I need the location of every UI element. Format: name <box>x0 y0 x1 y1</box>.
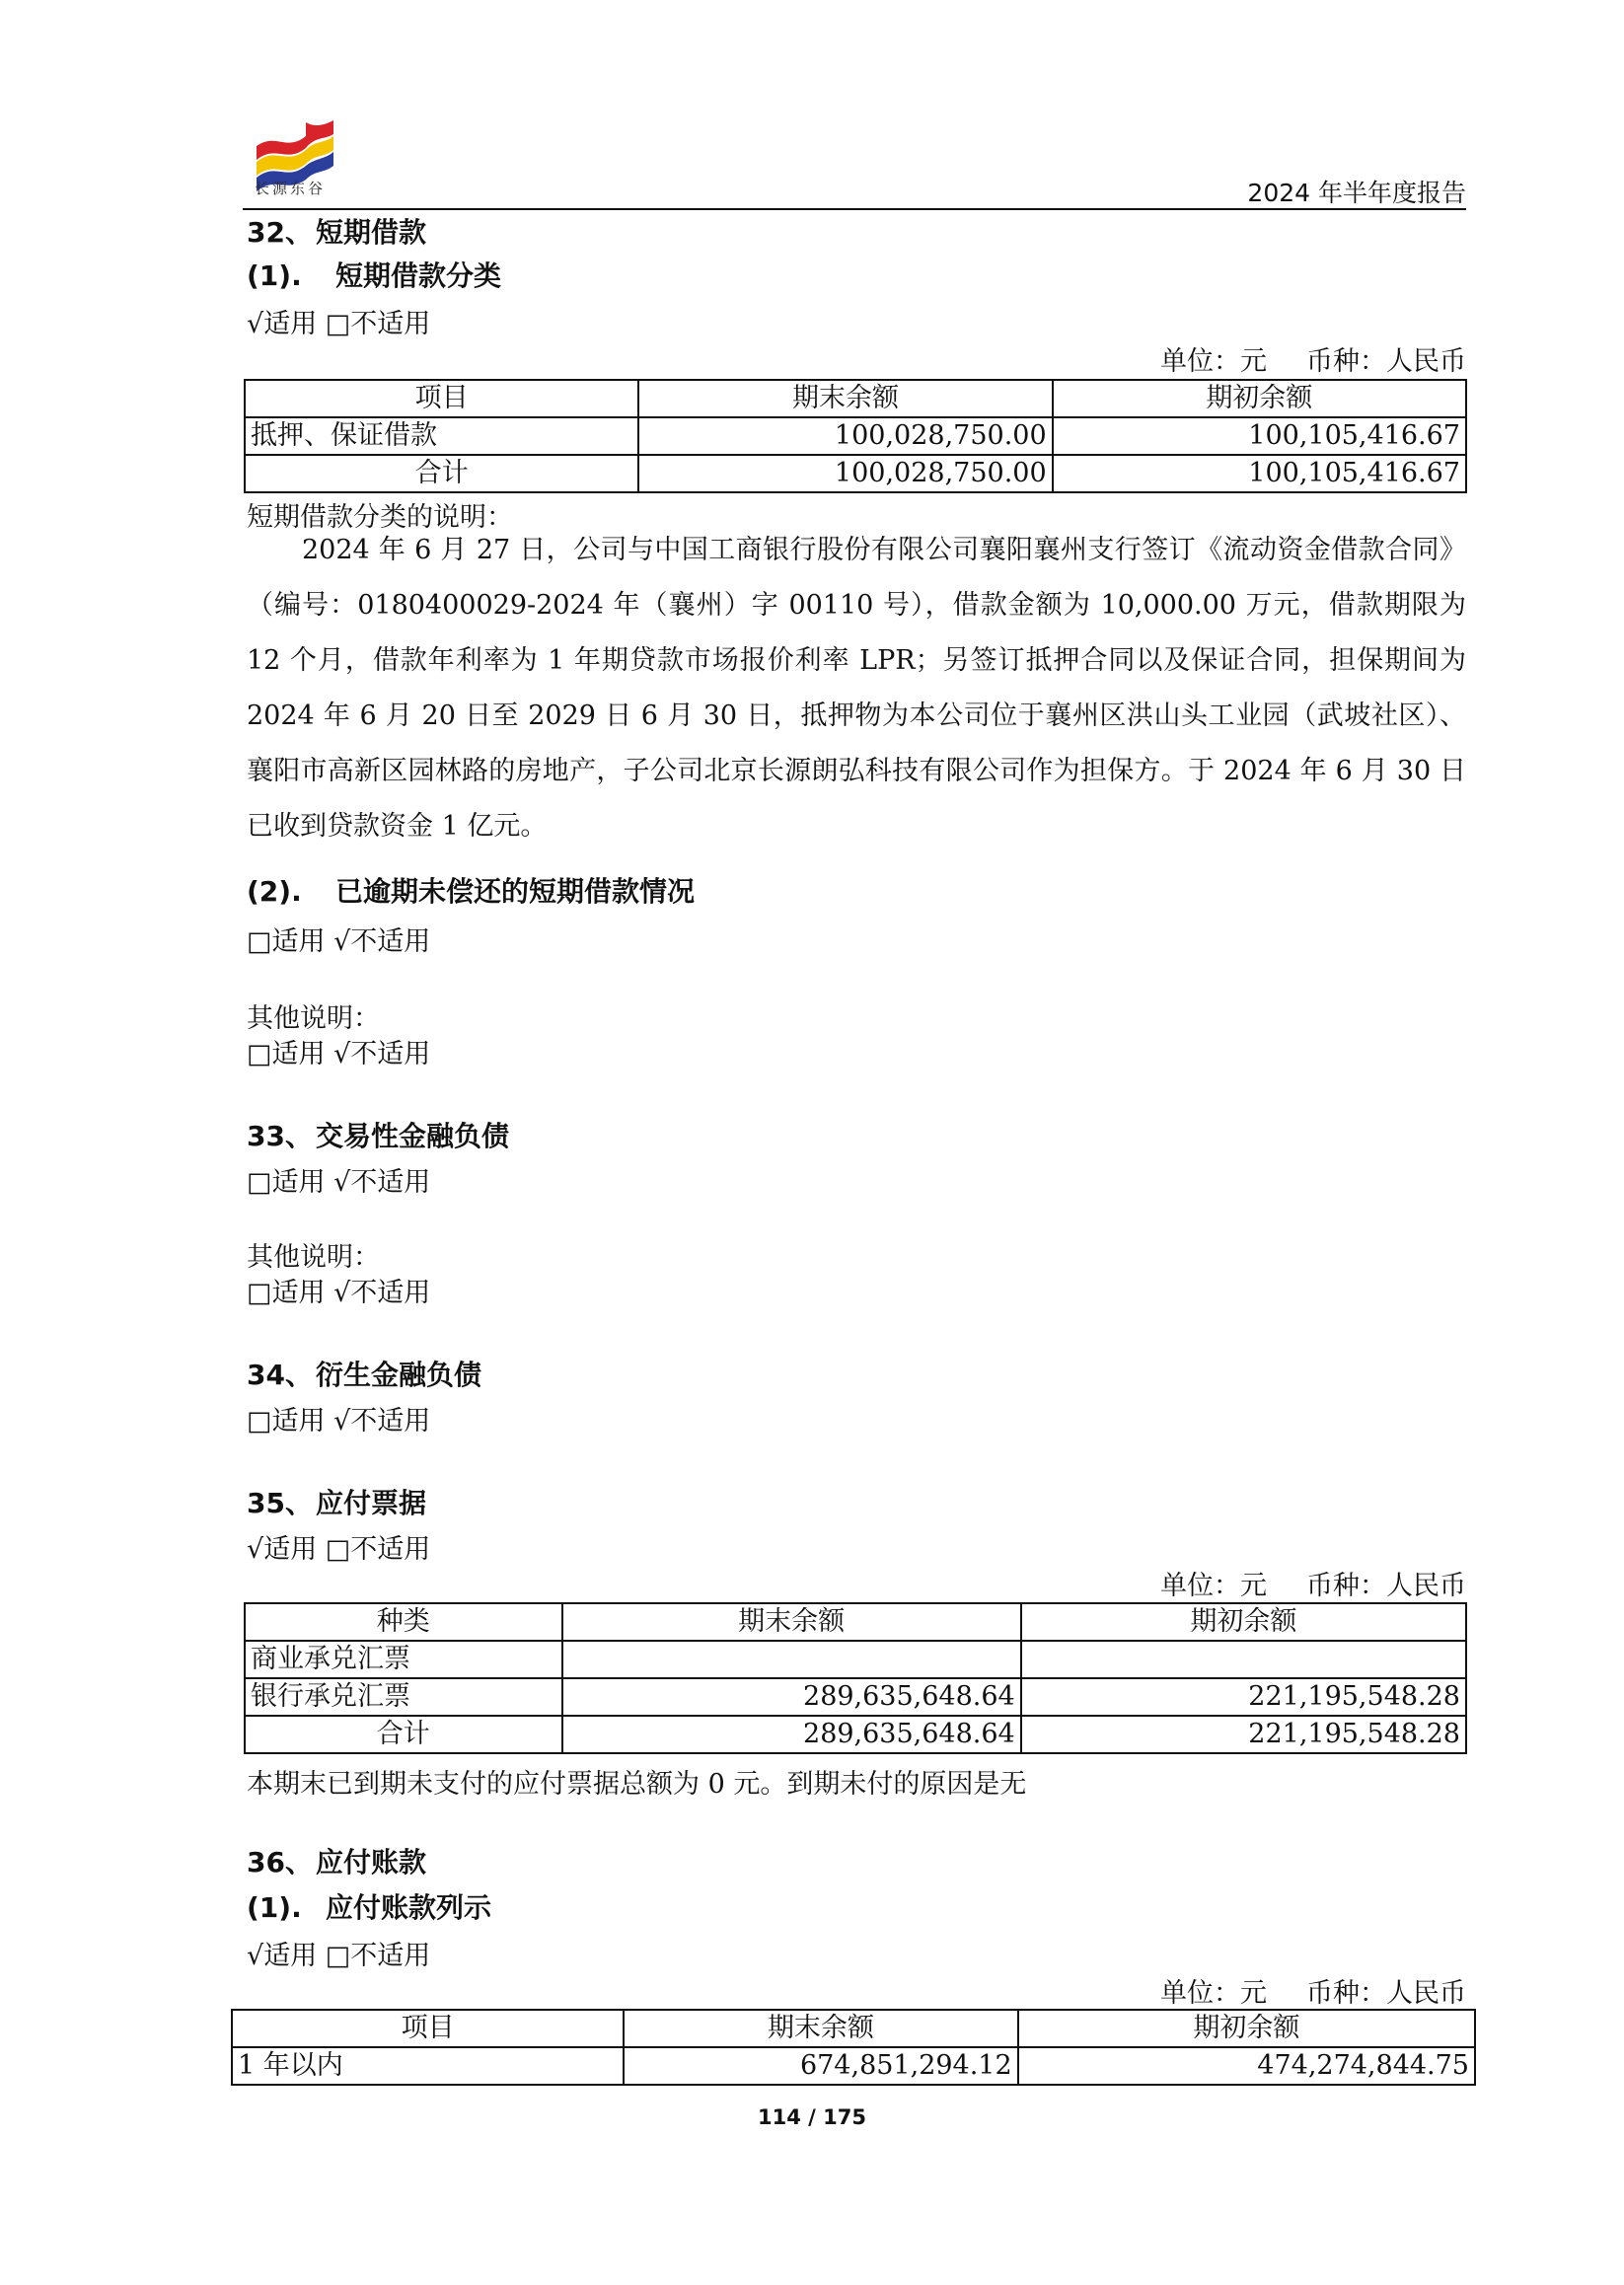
other-note-label: 其他说明： <box>247 1242 380 1273</box>
unit-currency-label: 单位：元 币种：人民币 <box>1160 346 1466 377</box>
table-cell: 抵押、保证借款 <box>245 417 638 455</box>
table-header-cell: 项目 <box>232 2010 624 2047</box>
applicable-indicator: √适用 □不适用 <box>247 1941 431 1971</box>
applicable-indicator: □适用 √不适用 <box>247 926 431 957</box>
section-35-heading: 35、 应付票据 <box>247 1487 427 1519</box>
table-cell: 100,028,750.00 <box>638 417 1052 455</box>
accounts-payable-table <box>231 2009 1476 2086</box>
table-row <box>245 1678 1466 1716</box>
table-cell: 100,028,750.00 <box>638 455 1052 492</box>
applicable-indicator: √适用 □不适用 <box>247 1534 431 1565</box>
table-cell: 1 年以内 <box>232 2047 624 2085</box>
notes-payable-note: 本期末已到期未支付的应付票据总额为 0 元。到期未付的原因是无 <box>247 1769 1027 1800</box>
table-header-cell: 项目 <box>245 380 638 417</box>
applicable-indicator: □适用 √不适用 <box>247 1167 431 1198</box>
section-36-heading: 36、 应付账款 <box>247 1846 427 1879</box>
table-header-cell: 期末余额 <box>624 2010 1017 2047</box>
section-32-1-heading: (1). 短期借款分类 <box>247 259 502 292</box>
section-32-heading: 32、 短期借款 <box>247 216 427 249</box>
section-36-1-heading: (1). 应付账款列示 <box>247 1891 492 1924</box>
table-cell: 商业承兑汇票 <box>245 1641 562 1678</box>
table-cell <box>562 1641 1021 1678</box>
logo-text: 长源东谷 <box>255 180 327 197</box>
table-header-cell: 期末余额 <box>638 380 1052 417</box>
table-cell: 合计 <box>245 455 638 492</box>
table-total-row <box>245 1716 1466 1753</box>
table-cell: 221,195,548.28 <box>1021 1716 1466 1753</box>
section-34-heading: 34、 衍生金融负债 <box>247 1359 482 1391</box>
table-cell: 289,635,648.64 <box>562 1678 1021 1716</box>
table-cell: 合计 <box>245 1716 562 1753</box>
table-header-cell: 期初余额 <box>1018 2010 1475 2047</box>
loan-note-paragraph: 2024 年 6 月 27 日，公司与中国工商银行股份有限公司襄阳襄州支行签订《流动资金借款合同》（编号：0180400029-2024 年（襄州）字 00110 号），借款金额为 10,000.00 万元，借款期限为 12 个月，借款年利率为 1 年期贷款市场报价利率 LPR；另签订抵押合同以及保证合同，担保期间为 2024 年 6 月 20 日至 2029 日 6 月 30 日，抵押物为本公司位于襄州区洪山头工业园（武坡社区）、襄阳市高新区园林路的房地产，子公司北京长源朗弘科技有限公司作为担保方。于 2024 年 6 月 30 日已收到贷款资金 1 亿元。 <box>247 535 1466 842</box>
applicable-indicator: □适用 √不适用 <box>247 1278 431 1308</box>
table-header-row <box>245 1603 1466 1641</box>
table-cell: 289,635,648.64 <box>562 1716 1021 1753</box>
applicable-indicator: √适用 □不适用 <box>247 309 431 339</box>
other-note-label: 其他说明： <box>247 1003 380 1034</box>
report-title: 2024 年半年度报告 <box>1247 179 1466 207</box>
notes-payable-table <box>244 1602 1467 1754</box>
applicable-indicator: □适用 √不适用 <box>247 1406 431 1437</box>
unit-currency-label: 单位：元 币种：人民币 <box>1160 1571 1466 1601</box>
table-row <box>245 1641 1466 1678</box>
table-row <box>245 417 1466 455</box>
table-header-cell: 种类 <box>245 1603 562 1641</box>
table-cell: 100,105,416.67 <box>1053 417 1466 455</box>
table-row <box>232 2047 1475 2085</box>
note-label: 短期借款分类的说明： <box>247 502 513 533</box>
table-cell <box>1021 1641 1466 1678</box>
table-header-row <box>245 380 1466 417</box>
table-cell: 221,195,548.28 <box>1021 1678 1466 1716</box>
section-32-2-heading: (2). 已逾期未偿还的短期借款情况 <box>247 875 696 908</box>
table-cell: 银行承兑汇票 <box>245 1678 562 1716</box>
short-term-loan-table <box>244 379 1467 493</box>
section-33-heading: 33、 交易性金融负债 <box>247 1120 510 1152</box>
table-header-row <box>232 2010 1475 2047</box>
unit-currency-label: 单位：元 币种：人民币 <box>1160 1978 1466 2009</box>
applicable-indicator: □适用 √不适用 <box>247 1039 431 1069</box>
table-total-row <box>245 455 1466 492</box>
table-header-cell: 期初余额 <box>1021 1603 1466 1641</box>
table-header-cell: 期末余额 <box>562 1603 1021 1641</box>
table-cell: 674,851,294.12 <box>624 2047 1017 2085</box>
header-divider <box>243 208 1466 210</box>
page-number: 114 / 175 <box>758 2105 866 2129</box>
table-cell: 474,274,844.75 <box>1018 2047 1475 2085</box>
table-cell: 100,105,416.67 <box>1053 455 1466 492</box>
table-header-cell: 期初余额 <box>1053 380 1466 417</box>
